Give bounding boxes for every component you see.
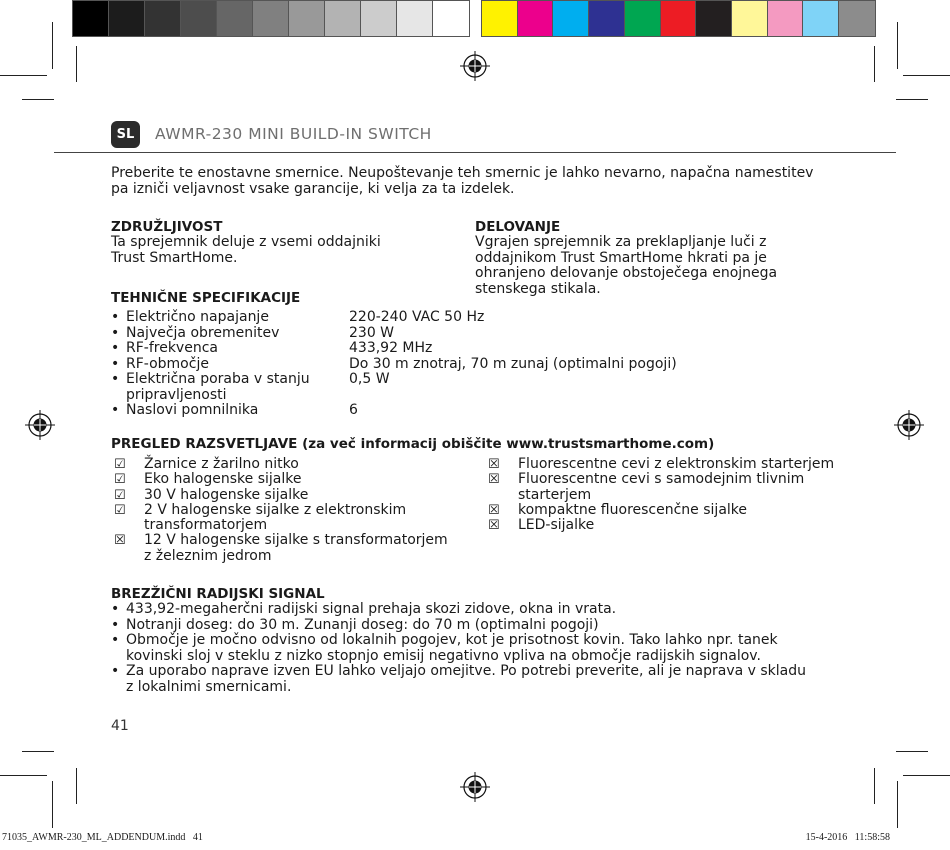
check-box-icon: ☑ xyxy=(114,502,126,518)
spec-row xyxy=(111,372,677,403)
process-color-bar xyxy=(481,0,876,37)
language-badge: SL xyxy=(111,121,140,148)
bullet: • xyxy=(111,616,120,633)
color-swatch xyxy=(433,1,469,36)
color-swatch xyxy=(253,1,289,36)
intro-text: Preberite te enostavne smernice. Neupoštevanje teh smernic je lahko nevarno, napačna namestitev pa izniči veljavnost vsake garancije, ki velja za ta izdelek. xyxy=(111,165,814,197)
spec-value: 433,92 MHz xyxy=(349,340,433,356)
color-swatch xyxy=(482,1,518,36)
lighting-list-right xyxy=(488,457,834,533)
grayscale-color-bar xyxy=(72,0,470,37)
color-swatch xyxy=(109,1,145,36)
bullet: • xyxy=(111,371,120,387)
list-item xyxy=(488,518,834,533)
color-swatch xyxy=(361,1,397,36)
specs-heading: TEHNIČNE SPECIFIKACIJE xyxy=(111,290,301,306)
crop-mark xyxy=(76,46,77,82)
radio-list xyxy=(111,602,806,695)
radio-text: Za uporabo naprave izven EU lahko veljajo omejitve. Po potrebi preverite, ali je naprava v skladu z lokalnimi smernicami. xyxy=(126,663,807,695)
crop-mark xyxy=(896,99,928,100)
compatibility-heading: ZDRUŽLJIVOST xyxy=(111,219,223,235)
color-swatch xyxy=(289,1,325,36)
cross-box-icon: ☒ xyxy=(488,518,500,534)
spec-value: 230 W xyxy=(349,324,395,341)
crop-mark xyxy=(0,75,47,76)
check-box-icon: ☑ xyxy=(114,457,126,472)
spec-label: RF-območje xyxy=(126,355,209,372)
bullet: • xyxy=(111,601,120,617)
radio-text: Notranji doseg: do 30 m. Zunanji doseg: do 70 m (optimalni pogoji) xyxy=(126,616,599,633)
cross-box-icon: ☒ xyxy=(488,457,500,472)
check-box-icon: ☑ xyxy=(114,472,126,488)
color-swatch xyxy=(397,1,433,36)
crop-mark xyxy=(52,22,53,69)
radio-text: Območje je močno odvisno od lokalnih pogojev, kot je prisotnost kovin. Tako lahko npr. tanek kovinski sloj v steklu z nizko stopnjo emisij negativno vpliva na območje radijskih signalov. xyxy=(126,632,778,664)
spec-row xyxy=(111,326,677,342)
crop-mark xyxy=(874,46,875,82)
list-item xyxy=(114,488,448,503)
color-swatch xyxy=(625,1,661,36)
bullet: • xyxy=(111,340,120,356)
crop-mark xyxy=(897,781,898,828)
specs-list xyxy=(111,310,677,419)
list-item xyxy=(488,457,834,472)
bullet: • xyxy=(111,324,120,341)
lighting-heading: PREGLED RAZSVETLJAVE (za več informacij obiščite www.trustsmarthome.com) xyxy=(111,436,715,452)
page-title: AWMR-230 MINI BUILD-IN SWITCH xyxy=(155,125,432,143)
lamp-label: 12 V halogenske sijalke s transformatorjem z železnim jedrom xyxy=(144,532,448,564)
spec-label: Električna poraba v stanju pripravljenosti xyxy=(126,371,310,403)
crop-mark xyxy=(897,22,898,69)
color-swatch xyxy=(145,1,181,36)
list-item xyxy=(111,664,806,695)
list-item xyxy=(114,472,448,487)
color-swatch xyxy=(217,1,253,36)
compatibility-text: Ta sprejemnik deluje z vsemi oddajniki Trust SmartHome. xyxy=(111,234,381,266)
list-item xyxy=(111,618,806,634)
spec-row xyxy=(111,310,677,326)
spec-value: Do 30 m znotraj, 70 m zunaj (optimalni pogoji) xyxy=(349,355,677,372)
cross-box-icon: ☒ xyxy=(114,533,126,549)
list-item xyxy=(111,633,806,664)
lamp-label: Fluorescentne cevi z elektronskim starterjem xyxy=(518,456,835,472)
color-swatch xyxy=(732,1,768,36)
registration-mark-icon xyxy=(460,51,490,81)
spec-label: Največja obremenitev xyxy=(126,324,280,341)
crop-mark xyxy=(903,75,950,76)
spec-row xyxy=(111,341,677,357)
lamp-label: kompaktne fluorescenčne sijalke xyxy=(518,501,748,518)
footer-datetime: 15-4-2016 11:58:58 xyxy=(805,832,890,843)
cross-box-icon: ☒ xyxy=(488,472,500,488)
color-swatch xyxy=(839,1,875,36)
bullet: • xyxy=(111,632,120,648)
spec-value: 220-240 VAC 50 Hz xyxy=(349,309,485,325)
crop-mark xyxy=(22,99,54,100)
crop-mark xyxy=(52,781,53,828)
cross-box-icon: ☒ xyxy=(488,502,500,518)
registration-mark-icon xyxy=(894,410,924,440)
crop-mark xyxy=(896,751,928,752)
list-item xyxy=(488,472,834,503)
lamp-label: Žarnice z žarilno nitko xyxy=(144,456,299,472)
spec-label: Električno napajanje xyxy=(126,309,269,325)
color-swatch xyxy=(181,1,217,36)
check-box-icon: ☑ xyxy=(114,487,126,503)
lighting-list-left xyxy=(114,457,448,564)
radio-text: 433,92-megaherčni radijski signal prehaja skozi zidove, okna in vrata. xyxy=(126,601,617,617)
page-number: 41 xyxy=(111,718,129,734)
spec-label: Naslovi pomnilnika xyxy=(126,402,259,418)
color-swatch xyxy=(73,1,109,36)
lamp-label: Eko halogenske sijalke xyxy=(144,471,302,488)
bullet: • xyxy=(111,309,120,325)
operation-text: Vgrajen sprejemnik za preklapljanje luči z oddajnikom Trust SmartHome hkrati pa je ohranjeno delovanje obstoječega enojnega stenskega stikala. xyxy=(475,234,778,297)
list-item xyxy=(114,503,448,534)
registration-mark-icon xyxy=(25,410,55,440)
spec-row xyxy=(111,357,677,373)
crop-mark xyxy=(0,775,47,776)
crop-mark xyxy=(874,768,875,804)
operation-heading: DELOVANJE xyxy=(475,219,561,235)
bullet: • xyxy=(111,355,120,372)
registration-mark-icon xyxy=(460,772,490,802)
bullet: • xyxy=(111,402,120,418)
color-swatch xyxy=(696,1,732,36)
color-swatch xyxy=(325,1,361,36)
list-item xyxy=(114,533,448,564)
crop-mark xyxy=(903,775,950,776)
color-swatch xyxy=(518,1,554,36)
crop-mark xyxy=(22,751,54,752)
color-swatch xyxy=(589,1,625,36)
spec-value: 6 xyxy=(349,402,358,418)
color-swatch xyxy=(553,1,589,36)
color-swatch xyxy=(768,1,804,36)
spec-value: 0,5 W xyxy=(349,371,390,387)
list-item xyxy=(114,457,448,472)
list-item xyxy=(111,602,806,618)
list-item xyxy=(488,503,834,518)
lamp-label: 2 V halogenske sijalke z elektronskim transformatorjem xyxy=(144,501,407,534)
header-divider xyxy=(54,152,896,153)
lamp-label: 30 V halogenske sijalke xyxy=(144,486,309,503)
color-swatch xyxy=(803,1,839,36)
lamp-label: Fluorescentne cevi s samodejnim tlivnim starterjem xyxy=(518,471,805,503)
spec-row xyxy=(111,403,677,419)
crop-mark xyxy=(76,768,77,804)
color-swatch xyxy=(661,1,697,36)
bullet: • xyxy=(111,663,120,679)
radio-heading: BREZŽIČNI RADIJSKI SIGNAL xyxy=(111,586,325,602)
footer-filename: 71035_AWMR-230_ML_ADDENDUM.indd 41 xyxy=(2,832,203,843)
spec-label: RF-frekvenca xyxy=(126,340,218,356)
lamp-label: LED-sijalke xyxy=(518,517,595,534)
